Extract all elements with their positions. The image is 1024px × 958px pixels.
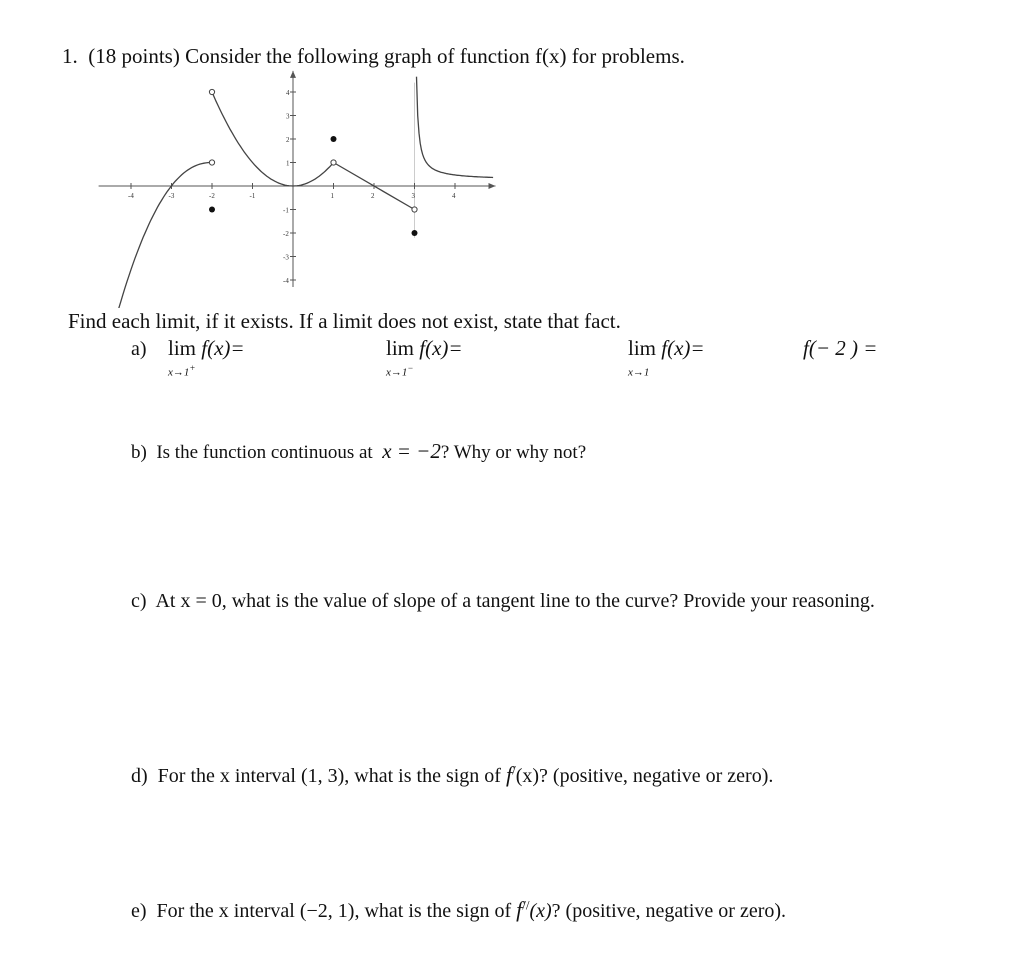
part-d-arg: (x) [515, 765, 540, 787]
curve-piece-left [119, 163, 212, 309]
limits-prompt: Find each limit, if it exists. If a limit does not exist, state that fact. [68, 309, 621, 333]
open-circle [209, 160, 214, 165]
lim-word: lim [168, 336, 197, 360]
part-e-arg: (x) [529, 900, 552, 922]
lim-equals: = [448, 336, 463, 360]
part-d-label: d) [131, 765, 148, 787]
y-tick-label: -4 [283, 277, 289, 285]
curve-piece-right [417, 77, 494, 178]
curve-piece-rise [293, 163, 334, 187]
part-e [131, 897, 786, 923]
x-tick-label: 2 [371, 192, 375, 200]
part-d-pre: For the x interval (1, 3), what is the sign of [157, 765, 501, 787]
problem-points: (18 points) [88, 44, 180, 68]
filled-point [412, 230, 418, 236]
lim-function: f(x) [661, 336, 691, 360]
open-circle [209, 89, 214, 94]
part-e-fn: f [516, 897, 523, 922]
curve-piece-parabola [212, 92, 293, 186]
part-c-text: At x = 0, what is the value of slope of a tangent line to the curve? Provide your reasoning. [155, 590, 875, 612]
part-b-math: x = −2 [382, 439, 441, 463]
x-tick-label: -4 [128, 192, 134, 200]
part-d-prime: / [512, 762, 516, 778]
lim-function: f(x) [419, 336, 449, 360]
y-tick-label: -3 [283, 253, 289, 262]
y-tick-label: 2 [286, 136, 290, 144]
x-tick-label: -3 [168, 192, 175, 200]
part-e-prime: // [522, 897, 530, 913]
graph-tick-labels [128, 89, 456, 285]
part-e-label: e) [131, 900, 147, 922]
part-e-post: ? (positive, negative or zero). [551, 900, 787, 922]
y-axis-arrow [290, 71, 296, 78]
y-tick-label: 1 [286, 159, 290, 168]
y-tick-label: 3 [286, 112, 290, 121]
problem-intro: Consider the following graph of function f(x) for problems. [185, 44, 685, 68]
x-tick-label: -2 [209, 192, 215, 200]
y-tick-label: -1 [283, 206, 289, 215]
lim-subscript: x→1 [628, 366, 650, 379]
y-tick-label: 4 [286, 89, 290, 97]
part-a-label: a) [131, 338, 147, 360]
x-axis-arrow [489, 183, 496, 189]
x-tick-label: 4 [452, 192, 456, 200]
part-c-label: c) [131, 590, 147, 612]
limit-at-1 [628, 336, 705, 379]
part-b-tail: ? Why or why not? [440, 442, 587, 463]
lim-subscript: x→1− [386, 363, 414, 379]
part-c [131, 590, 875, 613]
graph-points [209, 89, 418, 236]
lim-subscript: x→1+ [168, 363, 196, 379]
part-b-text: Is the function continuous at [156, 442, 373, 463]
part-d [131, 762, 773, 788]
x-tick-label: 3 [411, 192, 415, 200]
filled-point [209, 207, 215, 213]
part-b-label: b) [131, 442, 147, 463]
lim-word: lim [386, 336, 415, 360]
function-value-at-minus-2: f(− 2 ) = [803, 336, 878, 360]
open-circle [331, 160, 336, 165]
open-circle [412, 207, 417, 212]
limit-right-of-1 [168, 336, 245, 379]
lim-function: f(x) [201, 336, 231, 360]
lim-equals: = [690, 336, 705, 360]
lim-equals: = [230, 336, 245, 360]
graph-curves [119, 77, 493, 308]
x-tick-label: 1 [330, 192, 334, 200]
y-tick-label: -2 [283, 230, 289, 238]
part-d-post: ? (positive, negative or zero). [539, 765, 774, 787]
x-tick-label: -1 [249, 192, 256, 200]
part-d-fn: f [505, 762, 513, 787]
graph-axes [99, 71, 496, 287]
function-graph [90, 68, 500, 308]
part-b [131, 439, 586, 464]
problem-number: 1. [62, 44, 78, 68]
filled-point [331, 136, 337, 142]
limit-left-of-1 [386, 336, 463, 379]
problem-header [62, 44, 685, 69]
lim-word: lim [628, 336, 657, 360]
part-e-pre: For the x interval (−2, 1), what is the sign of [156, 900, 512, 922]
